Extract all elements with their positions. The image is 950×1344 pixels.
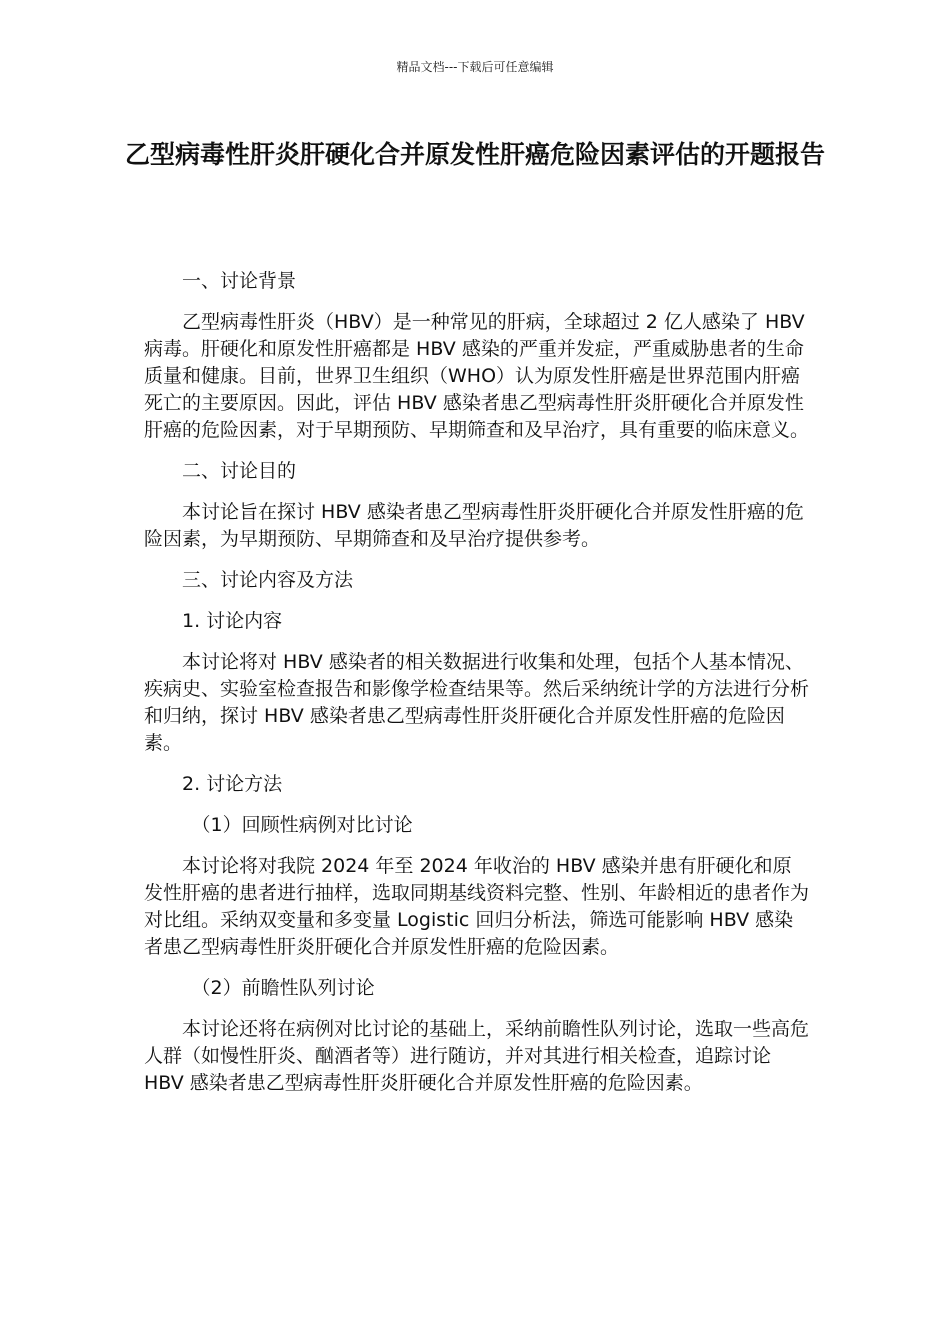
subsection-heading-methods: 2. 讨论方法 <box>182 773 283 795</box>
paragraph-purpose: 本讨论旨在探讨 HBV 感染者患乙型病毒性肝炎肝硬化合并原发性肝癌的危险因素，为早期预防、早期筛查和及早治疗提供参考。 <box>144 501 804 550</box>
section-heading-purpose: 二、讨论目的 <box>182 460 297 482</box>
method-heading-retrospective: （1）回顾性病例对比讨论 <box>191 814 413 836</box>
paragraph-background: 乙型病毒性肝炎（HBV）是一种常见的肝病，全球超过 2 亿人感染了 HBV 病毒。肝硬化和原发性肝癌都是 HBV 感染的严重并发症，严重威胁患者的生命质量和健康。目前，世界卫生组织（WHO）认为原发性肝癌是世界范围内肝癌死亡的主要原因。因此，评估 HBV 感染者患乙型病毒性肝炎肝硬化合并原发性肝癌的危险因素，对于早期预防、早期筛查和及早治疗，具有重要的临床意义。 <box>144 311 810 441</box>
paragraph-content: 本讨论将对 HBV 感染者的相关数据进行收集和处理，包括个人基本情况、疾病史、实验室检查报告和影像学检查结果等。然后采纳统计学的方法进行分析和归纳，探讨 HBV 感染者患乙型病毒性肝炎肝硬化合并原发性肝癌的危险因素。 <box>144 651 810 754</box>
header-note: 精品文档---下载后可任意编辑 <box>396 60 554 74</box>
method-heading-prospective: （2）前瞻性队列讨论 <box>191 977 375 999</box>
paragraph-prospective: 本讨论还将在病例对比讨论的基础上，采纳前瞻性队列讨论，选取一些高危人群（如慢性肝炎、酗酒者等）进行随访，并对其进行相关检查，追踪讨论 HBV 感染者患乙型病毒性肝炎肝硬化合并原发性肝癌的危险因素。 <box>144 1018 810 1094</box>
document-title: 乙型病毒性肝炎肝硬化合并原发性肝癌危险因素评估的开题报告 <box>124 140 825 169</box>
section-heading-background: 一、讨论背景 <box>182 270 297 292</box>
paragraph-retrospective: 本讨论将对我院 2024 年至 2024 年收治的 HBV 感染并患有肝硬化和原发性肝癌的患者进行抽样，选取同期基线资料完整、性别、年龄相近的患者作为对比组。采纳双变量和多变量 Logistic 回归分析法，筛选可能影响 HBV 感染者患乙型病毒性肝炎肝硬化合并原发性肝癌的危险因素。 <box>144 855 810 958</box>
subsection-heading-content: 1. 讨论内容 <box>182 610 283 632</box>
section-heading-content-methods: 三、讨论内容及方法 <box>182 569 354 591</box>
document-body <box>144 268 809 1097</box>
